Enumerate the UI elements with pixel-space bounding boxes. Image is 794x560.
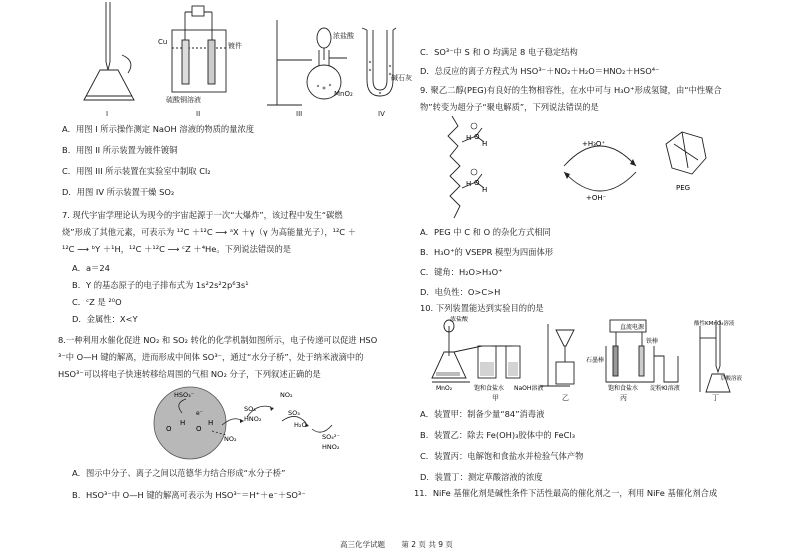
q9-label-o2: O bbox=[474, 179, 480, 187]
q8-label-no2-b: NO₂ bbox=[280, 391, 293, 399]
q6-option-d: D．用图 IV 所示装置干燥 SO₂ bbox=[62, 187, 175, 197]
q8-label-electron: e⁻ bbox=[196, 410, 203, 417]
label-copper-sulfate: 硫酸铜溶液 bbox=[166, 96, 201, 104]
q8-label-so3-ion: SO₃⁻ bbox=[244, 405, 260, 413]
q8-label-h2: H bbox=[208, 419, 214, 427]
q7-stem-line-3: ¹²C ⟶ ᵇY ＋¹H，¹²C ＋¹²C ⟶ ᶜZ ＋⁴He。下列说法错误的是 bbox=[62, 244, 292, 254]
q10-option-a: A．装置甲：制备少量“84”消毒液 bbox=[420, 409, 545, 419]
q8-option-c: C．SO³⁻中 S 和 O 均满足 8 电子稳定结构 bbox=[420, 47, 578, 57]
numeral-1: I bbox=[106, 110, 109, 118]
q8-option-b: B．HSO³⁻中 O—H 键的解离可表示为 HSO³⁻＝H⁺＋e⁻＋SO³⁻ bbox=[72, 490, 306, 500]
numeral-2: II bbox=[196, 110, 201, 118]
q10-option-c: C．装置丙：电解饱和食盐水并检验气体产物 bbox=[420, 451, 584, 461]
q8-label-so3: SO₃ bbox=[288, 409, 300, 417]
q10-label-graphite: 石墨棒 bbox=[586, 357, 605, 364]
q10-label-starch-ki: 淀粉KI溶液 bbox=[650, 385, 680, 392]
footer-page-number: 第 2 页 共 9 页 bbox=[401, 540, 453, 549]
label-cu: Cu bbox=[158, 38, 168, 46]
q10-caption-ding: 丁 bbox=[712, 394, 719, 402]
q10-label-mno2: MnO₂ bbox=[436, 385, 453, 392]
q9-label-peg: PEG bbox=[676, 184, 691, 192]
q8-label-hno2-b: HNO₂ bbox=[322, 443, 340, 451]
q10-label-kmno4: 酸性KMnO₄溶液 bbox=[694, 321, 735, 327]
q9-stem-line-1: 9. 聚乙二醇(PEG)有良好的生物相容性，在水中可与 H₃O⁺形成氢键，由“中性聚合 bbox=[420, 85, 722, 95]
q9-option-d: D．电负性：O>C>H bbox=[420, 287, 501, 297]
q8-label-hso3: HSO₃⁻ bbox=[174, 391, 195, 399]
q8-option-a: A．图示中分子、离子之间以范德华力结合形成“水分子桥” bbox=[72, 468, 286, 478]
q6-option-c: C．用图 III 所示装置在实验室中制取 Cl₂ bbox=[62, 166, 211, 176]
label-plated-part: 镀件 bbox=[228, 42, 242, 50]
q10-apparatus-figure bbox=[430, 316, 755, 398]
q8-mechanism-figure bbox=[152, 385, 382, 460]
footer-subject: 高三化学试题 bbox=[340, 540, 385, 549]
q10-label-dc-source: 直流电源 bbox=[620, 324, 645, 331]
q10-stem: 10. 下列装置能达到实验目的的是 bbox=[420, 303, 544, 313]
right-column bbox=[414, 0, 760, 560]
q10-label-conc-hcl: 浓盐酸 bbox=[450, 316, 469, 323]
q9-label-h1: H bbox=[466, 134, 472, 142]
q7-option-a: A．a＝24 bbox=[72, 263, 110, 273]
q6-option-a: A．用图 I 所示操作测定 NaOH 溶液的物质的量浓度 bbox=[62, 124, 255, 134]
q9-option-b: B．H₃O⁺的 VSEPR 模型为四面体形 bbox=[420, 247, 554, 257]
q8-label-h2o: H₂O bbox=[294, 421, 307, 429]
q10-label-brine-a: 饱和食盐水 bbox=[474, 385, 505, 392]
q11-stem: 11．NiFe 基催化剂是碱性条件下活性最高的催化剂之一，利用 NiFe 基催化剂合成 bbox=[414, 488, 718, 498]
numeral-3: III bbox=[296, 110, 303, 118]
q10-option-b: B．装置乙：除去 Fe(OH)₃胶体中的 FeCl₃ bbox=[420, 430, 576, 440]
q8-option-d: D．总反应的离子方程式为 HSO³⁻＋NO₂＋H₂O＝HNO₂＋HSO⁴⁻ bbox=[420, 66, 660, 76]
q8-stem-line-2: ³⁻中 O—H 键的解离，进而形成中间体 SO³⁻，通过“水分子桥”，处于纳米液滴中的 bbox=[58, 352, 364, 362]
q10-label-oxalic: 草酸溶液 bbox=[720, 376, 743, 382]
q10-label-iron-rod: 铁棒 bbox=[646, 338, 659, 345]
label-soda-lime: 碱石灰 bbox=[391, 74, 412, 82]
q9-label-h4: H bbox=[482, 186, 488, 194]
q10-label-naoh: NaOH溶液 bbox=[514, 385, 544, 392]
q10-caption-bing: 丙 bbox=[620, 394, 627, 402]
q7-stem-line-2: 烧”形成了其他元素，可表示为 ¹²C ＋¹²C ⟶ ᵃX ＋γ（γ 为高能量光子），¹²C ＋ bbox=[62, 227, 357, 237]
q9-label-plus-h3o: +H₃O⁺ bbox=[582, 140, 606, 148]
q9-label-o1: O bbox=[474, 133, 480, 141]
q10-caption-yi: 乙 bbox=[562, 394, 569, 402]
q8-label-so4: SO₄²⁻ bbox=[322, 433, 340, 441]
q8-stem-line-3: HSO³⁻可以将电子快速转移给周围的气相 NO₂ 分子，下列叙述正确的是 bbox=[58, 369, 321, 379]
left-column bbox=[58, 0, 412, 560]
label-mno2: MnO₂ bbox=[334, 90, 353, 98]
q10-label-brine-b: 饱和食盐水 bbox=[608, 385, 639, 392]
q7-stem-line-1: 7. 现代宇宙学理论认为现今的宇宙起源于一次“大爆炸”，该过程中发生“碳燃 bbox=[62, 210, 343, 220]
q7-option-c: C．ᶜZ 是 ²⁰O bbox=[72, 297, 122, 307]
page-footer bbox=[340, 539, 467, 550]
numeral-4: IV bbox=[378, 110, 385, 118]
q8-label-o2: O bbox=[196, 425, 202, 433]
q9-option-a: A．PEG 中 C 和 O 的杂化方式相同 bbox=[420, 227, 551, 237]
q7-option-d: D．金属性：X<Y bbox=[72, 314, 138, 324]
q9-stem-line-2: 物”转变为超分子“聚电解质”，下列说法错误的是 bbox=[420, 102, 599, 112]
q8-stem-line-1: 8.一种利用水催化促进 NO₂ 和 SO₂ 转化的化学机制如图所示，电子传递可以促进 HSO bbox=[58, 335, 378, 345]
q6-option-b: B．用图 II 所示装置为镀件镀铜 bbox=[62, 145, 178, 155]
q8-label-h1: H bbox=[180, 419, 186, 427]
q10-option-d: D．装置丁：测定草酸溶液的浓度 bbox=[420, 472, 543, 482]
q9-label-h2: H bbox=[482, 140, 488, 148]
q9-label-h3: H bbox=[466, 180, 472, 188]
q9-peg-figure bbox=[430, 114, 730, 220]
apparatus-figure-1-4 bbox=[62, 0, 412, 118]
label-conc-hcl: 浓盐酸 bbox=[333, 32, 354, 40]
q8-label-o1: O bbox=[166, 425, 172, 433]
q10-caption-jia: 甲 bbox=[492, 394, 499, 402]
q8-label-no2-a: NO₂ bbox=[224, 435, 237, 443]
q9-label-plus-oh: +OH⁻ bbox=[586, 194, 607, 202]
q7-option-b: B．Y 的基态原子的电子排布式为 1s²2s²2p⁶3s¹ bbox=[72, 280, 249, 290]
q9-option-c: C．键角：H₂O>H₃O⁺ bbox=[420, 267, 503, 277]
q8-label-hno2-a: HNO₂ bbox=[244, 415, 262, 423]
